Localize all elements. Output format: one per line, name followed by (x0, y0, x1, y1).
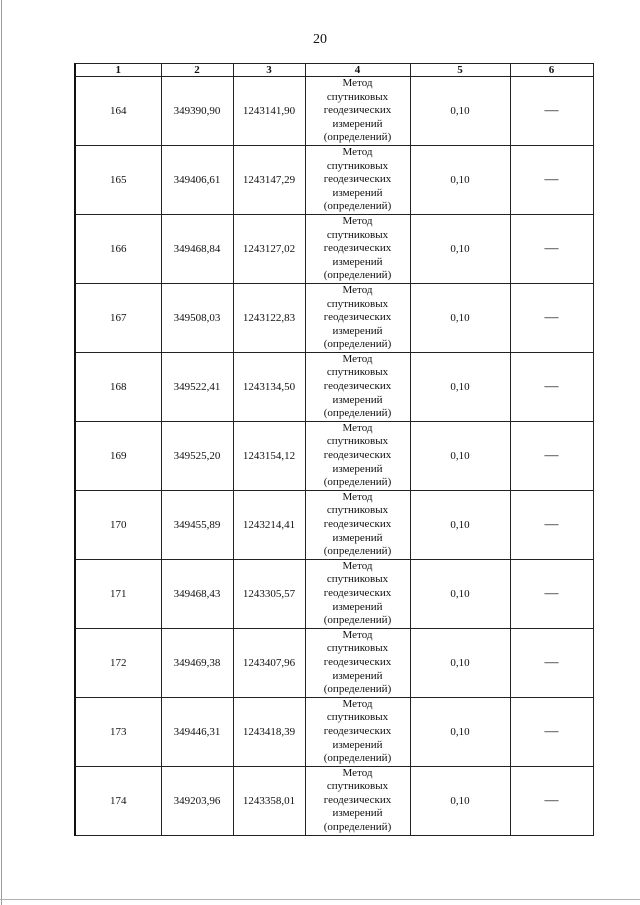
method-line: измерений (332, 462, 383, 475)
y-coordinate-cell: 1243127,02 (233, 214, 305, 283)
method-line: геодезических (323, 793, 392, 806)
x-coordinate-cell: 349508,03 (161, 283, 233, 352)
note-cell: — (510, 697, 593, 766)
point-number-cell: 166 (75, 214, 161, 283)
note-cell: — (510, 628, 593, 697)
table-row (75, 559, 593, 628)
method-line: геодезических (323, 586, 392, 599)
accuracy-cell: 0,10 (410, 145, 510, 214)
method-line: спутниковых (326, 228, 389, 241)
point-number-cell: 174 (75, 766, 161, 835)
y-coordinate-cell: 1243407,96 (233, 628, 305, 697)
accuracy-cell: 0,10 (410, 214, 510, 283)
note-cell: — (510, 766, 593, 835)
method-line: (определений) (323, 821, 392, 834)
note-cell: — (510, 352, 593, 421)
method-line: спутниковых (326, 504, 389, 517)
y-coordinate-cell: 1243122,83 (233, 283, 305, 352)
method-line: геодезических (323, 173, 392, 186)
y-coordinate-cell: 1243418,39 (233, 697, 305, 766)
method-cell (305, 77, 410, 146)
point-number-cell: 172 (75, 628, 161, 697)
method-line: Метод (342, 628, 373, 641)
method-line: Метод (342, 77, 373, 89)
method-cell (305, 766, 410, 835)
table-header-row (75, 64, 593, 77)
method-line: измерений (332, 669, 383, 682)
x-coordinate-cell: 349468,43 (161, 559, 233, 628)
point-number-cell: 165 (75, 145, 161, 214)
method-line: (определений) (323, 752, 392, 765)
y-coordinate-cell: 1243147,29 (233, 145, 305, 214)
x-coordinate-cell: 349522,41 (161, 352, 233, 421)
method-line: спутниковых (326, 780, 389, 793)
method-line: спутниковых (326, 435, 389, 448)
method-line: (определений) (323, 683, 392, 696)
method-line: спутниковых (326, 90, 389, 103)
y-coordinate-cell: 1243154,12 (233, 421, 305, 490)
method-cell (305, 697, 410, 766)
point-number-cell: 164 (75, 77, 161, 146)
method-line: измерений (332, 324, 383, 337)
table-row (75, 490, 593, 559)
y-coordinate-cell: 1243214,41 (233, 490, 305, 559)
method-line: геодезических (323, 449, 392, 462)
point-number-cell: 169 (75, 421, 161, 490)
header-col-4: 4 (305, 64, 410, 77)
header-col-1: 1 (75, 64, 161, 77)
table-row (75, 352, 593, 421)
note-cell: — (510, 145, 593, 214)
method-line: (определений) (323, 476, 392, 489)
page-number: 20 (313, 32, 327, 47)
method-line: (определений) (323, 614, 392, 627)
method-cell (305, 559, 410, 628)
method-line: измерений (332, 255, 383, 268)
x-coordinate-cell: 349468,84 (161, 214, 233, 283)
x-coordinate-cell: 349455,89 (161, 490, 233, 559)
y-coordinate-cell: 1243141,90 (233, 77, 305, 146)
method-cell (305, 214, 410, 283)
method-line: измерений (332, 738, 383, 751)
method-line: измерений (332, 117, 383, 130)
method-line: (определений) (323, 545, 392, 558)
method-cell (305, 490, 410, 559)
method-line: спутниковых (326, 159, 389, 172)
x-coordinate-cell: 349446,31 (161, 697, 233, 766)
method-cell (305, 628, 410, 697)
accuracy-cell: 0,10 (410, 421, 510, 490)
point-number-cell: 171 (75, 559, 161, 628)
note-cell: — (510, 77, 593, 146)
method-cell (305, 145, 410, 214)
point-number-cell: 168 (75, 352, 161, 421)
x-coordinate-cell: 349525,20 (161, 421, 233, 490)
method-line: геодезических (323, 518, 392, 530)
method-line: спутниковых (326, 711, 389, 724)
note-cell: — (510, 421, 593, 490)
header-col-3: 3 (233, 64, 305, 77)
accuracy-cell: 0,10 (410, 283, 510, 352)
point-number-cell: 173 (75, 697, 161, 766)
method-line: геодезических (323, 724, 392, 737)
method-line: (определений) (323, 200, 392, 213)
table-row (75, 697, 593, 766)
accuracy-cell: 0,10 (410, 77, 510, 146)
table-row (75, 628, 593, 697)
method-line: спутниковых (326, 297, 389, 310)
table-row (75, 421, 593, 490)
method-line: геодезических (323, 242, 392, 255)
method-line: геодезических (323, 655, 392, 668)
method-line: Метод (342, 421, 373, 434)
y-coordinate-cell: 1243134,50 (233, 352, 305, 421)
x-coordinate-cell: 349203,96 (161, 766, 233, 835)
table-row (75, 766, 593, 835)
table-row (75, 77, 593, 146)
method-line: спутниковых (326, 573, 389, 586)
header-col-2: 2 (161, 64, 233, 77)
method-line: геодезических (323, 380, 392, 393)
table-row (75, 214, 593, 283)
table-row (75, 145, 593, 214)
method-line: спутниковых (326, 642, 389, 655)
note-cell: — (510, 214, 593, 283)
accuracy-cell: 0,10 (410, 766, 510, 835)
method-line: геодезических (323, 104, 392, 117)
method-line: измерений (332, 531, 383, 544)
y-coordinate-cell: 1243358,01 (233, 766, 305, 835)
method-line: Метод (342, 490, 373, 503)
method-line: (определений) (323, 131, 392, 144)
method-line: Метод (342, 145, 373, 158)
header-col-5: 5 (410, 64, 510, 77)
method-cell (305, 283, 410, 352)
method-cell (305, 421, 410, 490)
method-line: измерений (332, 186, 383, 199)
x-coordinate-cell: 349469,38 (161, 628, 233, 697)
table-row (75, 283, 593, 352)
accuracy-cell: 0,10 (410, 559, 510, 628)
point-number-cell: 170 (75, 490, 161, 559)
point-number-cell: 167 (75, 283, 161, 352)
method-line: измерений (332, 393, 383, 406)
method-line: Метод (342, 697, 373, 710)
accuracy-cell: 0,10 (410, 697, 510, 766)
x-coordinate-cell: 349406,61 (161, 145, 233, 214)
accuracy-cell: 0,10 (410, 628, 510, 697)
method-line: Метод (342, 283, 373, 296)
method-line: Метод (342, 352, 373, 365)
note-cell: — (510, 490, 593, 559)
scan-edge-left (1, 0, 2, 905)
coordinates-table (74, 63, 594, 836)
scan-edge-bottom (0, 899, 640, 900)
header-col-6: 6 (510, 64, 593, 77)
x-coordinate-cell: 349390,90 (161, 77, 233, 146)
method-line: (определений) (323, 338, 392, 351)
method-line: измерений (332, 600, 383, 613)
method-line: спутниковых (326, 366, 389, 379)
method-line: (определений) (323, 269, 392, 282)
method-line: измерений (332, 807, 383, 820)
note-cell: — (510, 559, 593, 628)
method-line: Метод (342, 766, 373, 779)
method-line: Метод (342, 559, 373, 572)
method-line: геодезических (323, 311, 392, 324)
accuracy-cell: 0,10 (410, 352, 510, 421)
accuracy-cell: 0,10 (410, 490, 510, 559)
method-line: (определений) (323, 407, 392, 420)
method-cell (305, 352, 410, 421)
method-line: Метод (342, 214, 373, 227)
y-coordinate-cell: 1243305,57 (233, 559, 305, 628)
note-cell: — (510, 283, 593, 352)
